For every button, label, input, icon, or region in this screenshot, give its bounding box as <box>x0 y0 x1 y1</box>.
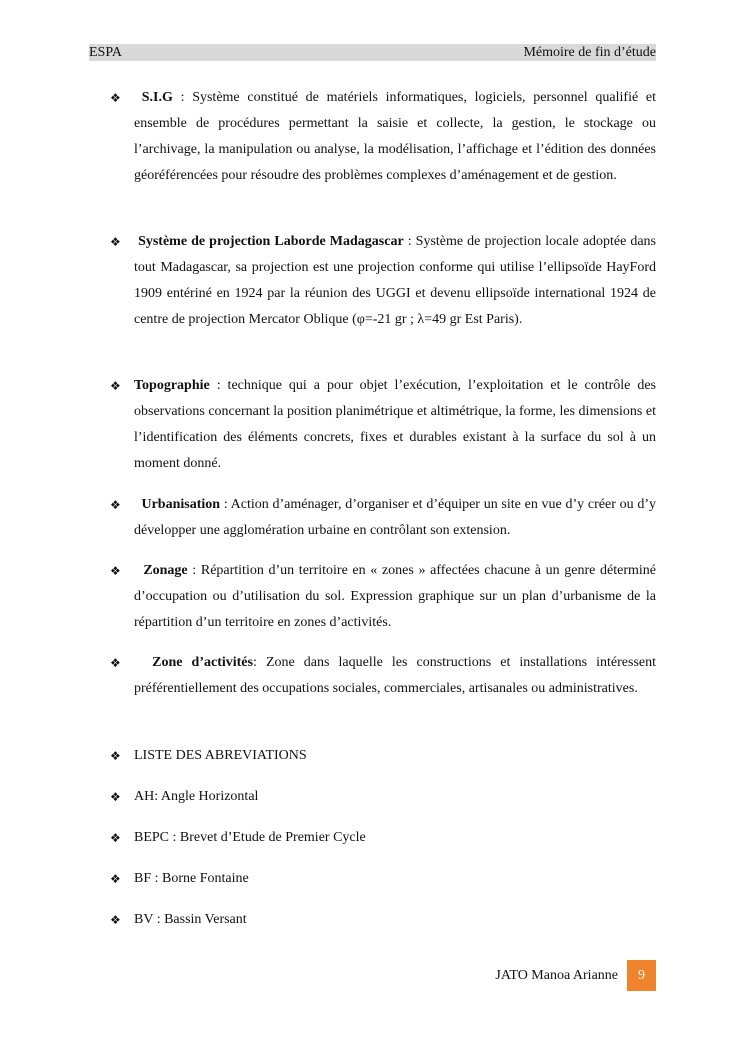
glossary-definition: : Répartition d’un territoire en « zones » affectées chacune à un genre déterminé d’occupation ou d’utilisation du sol. Expression graphique sur un plan d’urbanisme de la répartition d’un territoire en zones d’activités. <box>134 563 656 630</box>
glossary-definition: : Système constitué de matériels informatiques, logiciels, personnel qualifié et ensemble de procédures permettant la saisie et collecte, la gestion, le stockage ou l’archivage, la manipulation ou analyse, la modélisation, l’affichage et l’édition des données géoréférencées pour résoudre des problèmes complexes d’aménagement et de gestion. <box>134 90 657 183</box>
glossary-definition: : Zone dans laquelle les constructions et installations intéressent préférentiellement des occupations sociales, commerciales, artisanales ou administratives. <box>134 655 656 696</box>
glossary-term: Zone d’activités <box>152 655 253 670</box>
abbreviation-text: BF : Borne Fontaine <box>134 871 249 886</box>
glossary-entry <box>110 229 656 333</box>
diamond-bullet-icon: ❖ <box>110 790 121 804</box>
page-number-badge: 9 <box>627 960 656 991</box>
abbreviation-item <box>110 743 656 769</box>
author-name: JATO Manoa Arianne <box>495 967 618 983</box>
diamond-bullet-icon: ❖ <box>110 872 121 886</box>
abbreviation-text: BV : Bassin Versant <box>134 912 247 927</box>
abbreviation-item <box>110 784 656 810</box>
header-left: ESPA <box>89 45 122 60</box>
abbreviation-text: AH: Angle Horizontal <box>134 789 259 804</box>
glossary-entry <box>110 492 656 544</box>
glossary-entry <box>110 558 656 636</box>
glossary-definition: : Action d’aménager, d’organiser et d’équiper un site en vue d’y créer ou d’y développer une agglomération urbaine en contrôlant son extension. <box>134 497 657 538</box>
abbreviation-item <box>110 866 656 892</box>
glossary-term: Système de projection Laborde Madagascar <box>138 234 404 249</box>
header-right: Mémoire de fin d’étude <box>523 45 656 60</box>
diamond-bullet-icon: ❖ <box>110 91 121 105</box>
glossary-term: Urbanisation <box>141 497 221 512</box>
glossary-entry <box>110 650 656 702</box>
diamond-bullet-icon: ❖ <box>110 831 121 845</box>
abbreviation-text: LISTE DES ABREVIATIONS <box>134 748 307 763</box>
diamond-bullet-icon: ❖ <box>110 913 121 927</box>
abbreviation-text: BEPC : Brevet d’Etude de Premier Cycle <box>134 830 366 845</box>
diamond-bullet-icon: ❖ <box>110 564 121 578</box>
page-header <box>89 44 656 61</box>
glossary-term: Topographie <box>134 378 210 393</box>
diamond-bullet-icon: ❖ <box>110 656 121 670</box>
glossary-term: Zonage <box>143 563 188 578</box>
glossary-definition: : Système de projection locale adoptée dans tout Madagascar, sa projection est une projection conforme qui utilise l’ellipsoïde HayFord 1909 entériné en 1924 par la réunion des UGGI et devenu ellipsoïde international 1924 de centre de projection Mercator Oblique (φ=-21 gr ; λ=49 gr Est Paris). <box>134 234 656 327</box>
glossary-entry <box>110 85 656 189</box>
abbreviation-item <box>110 825 656 851</box>
diamond-bullet-icon: ❖ <box>110 749 121 763</box>
page-footer <box>480 960 656 991</box>
glossary-term: S.I.G <box>141 90 173 105</box>
diamond-bullet-icon: ❖ <box>110 498 121 512</box>
diamond-bullet-icon: ❖ <box>110 379 121 393</box>
diamond-bullet-icon: ❖ <box>110 235 121 249</box>
glossary-definition: : technique qui a pour objet l’exécution, l’exploitation et le contrôle des observations concernant la position planimétrique et altimétrique, la forme, les dimensions et l’identification des éléments concrets, fixes et durables existant à la surface du sol à un moment donné. <box>134 378 656 471</box>
glossary-entry <box>110 373 656 477</box>
abbreviation-item <box>110 907 656 933</box>
